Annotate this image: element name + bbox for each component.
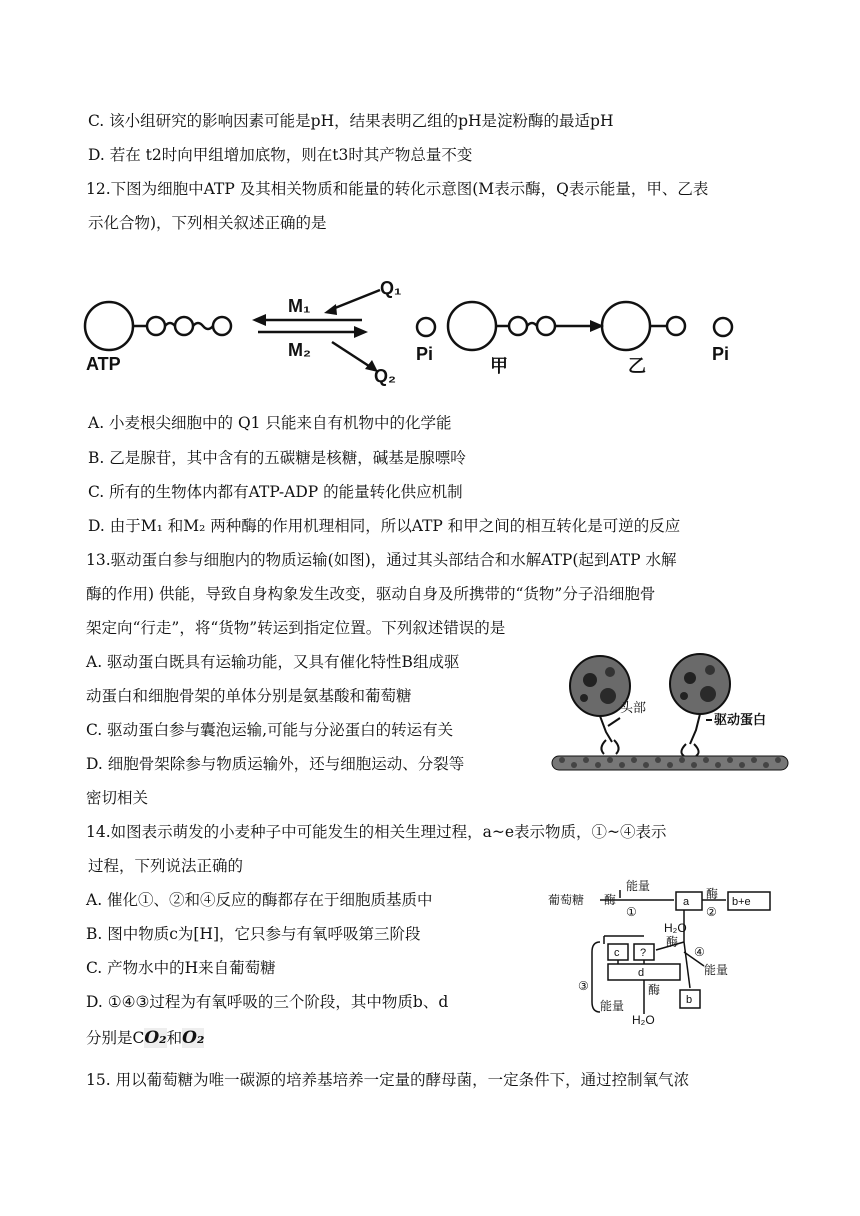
atp-label: ATP — [86, 354, 121, 374]
q1-label: Q₁ — [380, 278, 402, 298]
jia-label: 甲 — [490, 356, 508, 376]
box-d-label: d — [638, 967, 645, 979]
arrow-head-q1 — [324, 304, 337, 315]
q13-stem-line1: 13.驱动蛋白参与细胞内的物质运输(如图)，通过其头部结合和水解ATP(起到ATP 水解 — [86, 551, 677, 569]
water-input-label: H₂O — [664, 921, 687, 935]
q13-option-d-cont: 密切相关 — [86, 789, 149, 807]
q13-option-c: C. 驱动蛋白参与囊泡运输,可能与分泌蛋白的转运有关 — [86, 721, 454, 739]
yi-label: 乙 — [628, 356, 646, 376]
q2-label: Q₂ — [374, 366, 396, 386]
text-fragment: 分别是C — [86, 1029, 145, 1047]
energy-label: 能量 — [626, 879, 651, 893]
enzyme-label: 酶 — [604, 893, 617, 907]
q1-arrow — [330, 290, 380, 310]
m2-label: M₂ — [288, 340, 311, 360]
step-2-label: ② — [706, 905, 717, 919]
box-be-label: b+e — [732, 896, 751, 908]
q13-option-a-cont: 动蛋白和细胞骨架的单体分别是氨基酸和葡萄糖 — [86, 687, 412, 705]
q13-stem-line2: 酶的作用) 供能，导致自身构象发生改变，驱动自身及所携带的“货物”分子沿细胞骨 — [86, 585, 656, 603]
o2-formula: O₂ — [182, 1028, 205, 1048]
box-b-label: b — [686, 994, 693, 1006]
energy-label: 能量 — [704, 963, 729, 977]
q12-option-d: D. 由于M₁ 和M₂ 两种酶的作用机理相同，所以ATP 和甲之间的相互转化是可逆的反应 — [88, 517, 681, 535]
q14-stem-line2: 过程，下列说法正确的 — [88, 857, 244, 875]
q12-option-b: B. 乙是腺苷，其中含有的五碳糖是核糖，碱基是腺嘌呤 — [88, 449, 466, 467]
energy-label: 能量 — [600, 999, 625, 1013]
q12-option-c: C. 所有的生物体内都有ATP-ADP 的能量转化供应机制 — [88, 483, 463, 501]
q13-stem-line3: 架定向“行走”，将“货物”转运到指定位置。下列叙述错误的是 — [86, 619, 506, 637]
enzyme-label: 酶 — [648, 983, 661, 997]
phosphate-circle — [213, 317, 231, 335]
q12-stem-line2: 示化合物)，下列相关叙述正确的是 — [88, 214, 327, 232]
box-c-label: c — [614, 947, 620, 959]
arrow-head-left — [252, 314, 266, 326]
glucose-label: 葡萄糖 — [548, 893, 585, 907]
q13-option-d: D. 细胞骨架除参与物质运输外，还与细胞运动、分裂等 — [86, 755, 465, 773]
water-output-label: H₂O — [632, 1013, 655, 1027]
pi-label: Pi — [712, 344, 730, 364]
respiration-process-diagram — [544, 878, 776, 1028]
q11-option-c: C. 该小组研究的影响因素可能是pH，结果表明乙组的pH是淀粉酶的最适pH — [88, 112, 614, 130]
motor-protein-diagram — [550, 650, 790, 778]
q14-stem-line1: 14.如图表示萌发的小麦种子中可能发生的相关生理过程，a~e表示物质，①~④表示 — [86, 823, 667, 841]
phosphate-circle — [147, 317, 165, 335]
adenosine-circle — [85, 302, 133, 350]
arrow-head-right — [354, 326, 368, 338]
atp-conversion-diagram — [80, 268, 760, 390]
step-1-label: ① — [626, 905, 637, 919]
q14-option-a: A. 催化①、②和④反应的酶都存在于细胞质基质中 — [86, 891, 433, 909]
q12-stem-line1: 12.下图为细胞中ATP 及其相关物质和能量的转化示意图(M表示酶，Q表示能量，甲、乙表 — [86, 180, 709, 198]
q2-arrow — [332, 342, 372, 368]
box-a-label: a — [683, 896, 690, 908]
q12-option-a: A. 小麦根尖细胞中的 Q1 只能来自有机物中的化学能 — [88, 414, 452, 432]
q11-option-d: D. 若在 t2时向甲组增加底物，则在t3时其产物总量不变 — [88, 146, 473, 164]
o2-formula: O₂ — [144, 1028, 167, 1048]
q14-option-b: B. 图中物质c为[H]，它只参与有氧呼吸第三阶段 — [86, 925, 421, 943]
q14-option-d-cont — [86, 1028, 204, 1048]
enzyme-label: 酶 — [666, 935, 679, 949]
q14-option-d: D. ①④③过程为有氧呼吸的三个阶段，其中物质b、d — [86, 993, 449, 1011]
text-fragment: 和 — [166, 1029, 183, 1047]
m1-label: M₁ — [288, 296, 311, 316]
q13-option-a: A. 驱动蛋白既具有运输功能，又具有催化特性B组成驱 — [86, 653, 460, 671]
pi-label: Pi — [416, 344, 434, 364]
step-3-label: ③ — [578, 979, 589, 993]
q15-stem-line1: 15. 用以葡萄糖为唯一碳源的培养基培养一定量的酵母菌，一定条件下，通过控制氧气浓 — [86, 1071, 690, 1089]
box-unknown-label: ? — [640, 947, 647, 959]
phosphate-circle — [175, 317, 193, 335]
q14-option-c: C. 产物水中的H来自葡萄糖 — [86, 959, 276, 977]
head-label: 头部 — [620, 700, 647, 715]
step-4-label: ④ — [694, 945, 705, 959]
enzyme-label: 酶 — [706, 887, 719, 901]
motor-protein-label: 驱动蛋白 — [714, 712, 767, 727]
